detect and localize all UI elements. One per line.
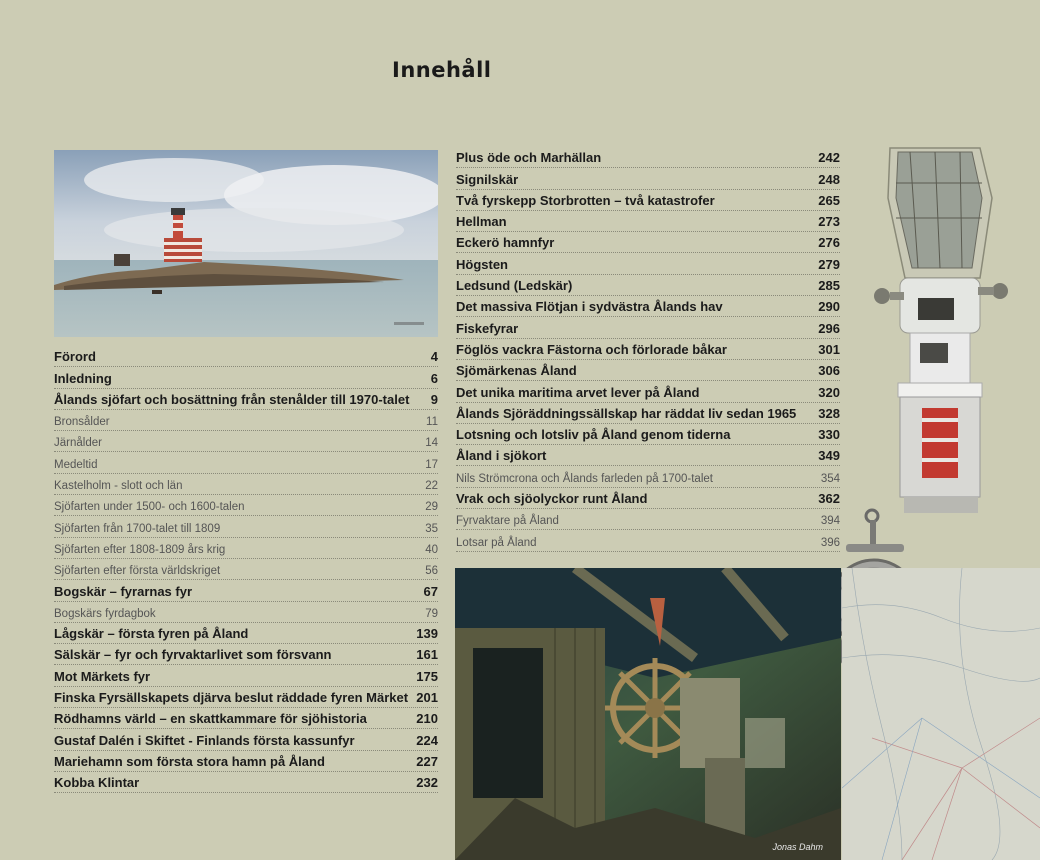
toc-entry-title: Kobba Klintar — [54, 775, 140, 791]
toc-entry-title: Lotsning och lotsliv på Åland genom tiderna — [456, 427, 731, 443]
toc-entry-title: Nils Strömcrona och Ålands farleden på 1700-talet — [456, 472, 713, 485]
toc-entry-title: Sjöfarten efter första världskriget — [54, 565, 221, 578]
toc-entry-title: Mariehamn som första stora hamn på Åland — [54, 753, 325, 769]
toc-entry — [456, 190, 840, 211]
toc-entry — [456, 339, 840, 360]
lighthouse-lens-photo — [870, 138, 1015, 518]
toc-entry-page: 248 — [818, 171, 840, 187]
toc-entry-page: 67 — [423, 583, 438, 599]
toc-entry-page: 320 — [818, 384, 840, 400]
toc-entry-title: Bronsålder — [54, 416, 110, 429]
toc-entry — [54, 687, 438, 708]
underwater-wreck-photo — [455, 568, 841, 860]
toc-entry-page: 394 — [820, 515, 840, 528]
toc-entry-page: 349 — [818, 448, 840, 464]
toc-entry-page: 224 — [416, 732, 438, 748]
toc-entry-page: 279 — [818, 256, 840, 272]
toc-entry-title: Det massiva Flötjan i sydvästra Ålands hav — [456, 299, 723, 315]
toc-entry — [54, 602, 438, 623]
photo-credit: Jonas Dahm — [772, 842, 823, 852]
toc-entry — [54, 665, 438, 686]
toc-entry-page: 301 — [818, 341, 840, 357]
toc-entry — [456, 317, 840, 338]
toc-entry-page: 265 — [818, 192, 840, 208]
toc-entry — [54, 346, 438, 367]
toc-entry-page: 40 — [425, 543, 438, 556]
toc-left-column — [54, 346, 438, 793]
toc-entry-page: 79 — [425, 607, 438, 620]
toc-entry-title: Ålands sjöfart och bosättning från stenålder till 1970-talet — [54, 391, 410, 407]
toc-entry — [456, 445, 840, 466]
sea-chart-image — [842, 568, 1040, 860]
toc-entry-page: 242 — [818, 150, 840, 166]
toc-entry — [456, 488, 840, 509]
toc-entry — [54, 708, 438, 729]
toc-entry-title: Sjöfarten under 1500- och 1600-talen — [54, 501, 245, 514]
toc-entry — [456, 466, 840, 487]
toc-right-column — [456, 147, 840, 552]
toc-entry — [456, 296, 840, 317]
toc-entry-title: Inledning — [54, 370, 112, 386]
toc-entry-page: 396 — [820, 536, 840, 549]
toc-entry-title: Två fyrskepp Storbrotten – två katastrofer — [456, 192, 715, 208]
toc-entry — [54, 644, 438, 665]
toc-entry-page: 175 — [416, 668, 438, 684]
toc-entry — [456, 403, 840, 424]
toc-entry-title: Medeltid — [54, 458, 98, 471]
toc-entry — [456, 253, 840, 274]
toc-entry-page: 290 — [818, 299, 840, 315]
toc-entry-page: 210 — [416, 711, 438, 727]
toc-entry-title: Det unika maritima arvet lever på Åland — [456, 384, 700, 400]
toc-entry-title: Föglös vackra Fästorna och förlorade båkar — [456, 341, 727, 357]
toc-entry-title: Gustaf Dalén i Skiftet - Finlands första kassunfyr — [54, 732, 355, 748]
toc-entry-title: Högsten — [456, 256, 508, 272]
toc-entry-page: 4 — [430, 349, 438, 365]
toc-entry — [54, 538, 438, 559]
toc-entry — [54, 580, 438, 601]
toc-entry-title: Eckerö hamnfyr — [456, 235, 555, 251]
toc-entry-title: Sjöfarten efter 1808-1809 års krig — [54, 543, 226, 556]
toc-entry-title: Lotsar på Åland — [456, 536, 537, 549]
toc-entry — [54, 516, 438, 537]
toc-entry-title: Bogskärs fyrdagbok — [54, 607, 156, 620]
toc-entry-title: Rödhamns värld – en skattkammare för sjöhistoria — [54, 711, 367, 727]
toc-entry-page: 14 — [425, 437, 438, 450]
toc-entry-title: Sjömärkenas Åland — [456, 363, 577, 379]
toc-entry-title: Ålands Sjöräddningssällskap har räddat liv sedan 1965 — [456, 405, 797, 421]
toc-entry — [54, 410, 438, 431]
lighthouse-painting — [54, 150, 438, 337]
toc-entry-page: 328 — [818, 405, 840, 421]
toc-entry-page: 306 — [818, 363, 840, 379]
toc-entry-title: Ledsund (Ledskär) — [456, 278, 573, 294]
toc-entry-title: Lågskär – första fyren på Åland — [54, 626, 249, 642]
toc-entry-page: 9 — [430, 391, 438, 407]
toc-entry-title: Kastelholm - slott och län — [54, 480, 183, 493]
toc-entry-title: Fiskefyrar — [456, 320, 519, 336]
toc-entry-title: Förord — [54, 349, 96, 365]
toc-entry — [456, 424, 840, 445]
toc-entry-page: 56 — [425, 565, 438, 578]
toc-entry — [456, 381, 840, 402]
toc-entry — [54, 474, 438, 495]
toc-entry — [54, 495, 438, 516]
toc-entry-page: 35 — [425, 522, 438, 535]
toc-entry — [54, 559, 438, 580]
toc-entry-page: 296 — [818, 320, 840, 336]
toc-entry-page: 11 — [426, 416, 438, 429]
toc-entry-title: Sjöfarten från 1700-talet till 1809 — [54, 522, 221, 535]
toc-entry — [456, 360, 840, 381]
toc-entry-page: 22 — [425, 480, 438, 493]
toc-entry-title: Finska Fyrsällskapets djärva beslut räddade fyren Märket — [54, 690, 409, 706]
toc-entry — [54, 452, 438, 473]
toc-entry-page: 201 — [416, 690, 438, 706]
toc-entry — [456, 275, 840, 296]
toc-entry — [456, 509, 840, 530]
toc-entry-page: 227 — [416, 753, 438, 769]
toc-entry-title: Hellman — [456, 214, 507, 230]
toc-entry-page: 330 — [818, 427, 840, 443]
toc-entry-title: Bogskär – fyrarnas fyr — [54, 583, 193, 599]
toc-entry — [456, 232, 840, 253]
toc-entry-page: 273 — [818, 214, 840, 230]
toc-entry — [456, 168, 840, 189]
toc-entry — [54, 367, 438, 388]
toc-entry — [456, 211, 840, 232]
toc-entry-title: Järnålder — [54, 437, 102, 450]
toc-entry — [54, 431, 438, 452]
toc-entry-page: 29 — [425, 501, 438, 514]
toc-entry-page: 354 — [820, 472, 840, 485]
toc-entry-title: Signilskär — [456, 171, 519, 187]
toc-entry-page: 6 — [430, 370, 438, 386]
toc-entry-page: 17 — [425, 458, 438, 471]
toc-entry-page: 232 — [416, 775, 438, 791]
toc-entry — [456, 147, 840, 168]
toc-entry — [54, 772, 438, 793]
toc-entry-title: Vrak och sjöolyckor runt Åland — [456, 491, 648, 507]
toc-entry-page: 139 — [416, 626, 438, 642]
toc-entry-page: 276 — [818, 235, 840, 251]
toc-entry-page: 161 — [416, 647, 438, 663]
toc-entry-page: 285 — [818, 278, 840, 294]
toc-entry-title: Åland i sjökort — [456, 448, 547, 464]
toc-entry-title: Fyrvaktare på Åland — [456, 515, 559, 528]
toc-entry — [456, 530, 840, 551]
toc-entry-title: Mot Märkets fyr — [54, 668, 151, 684]
toc-entry-page: 362 — [818, 491, 840, 507]
page-title: Innehåll — [392, 58, 492, 82]
toc-entry — [54, 623, 438, 644]
toc-entry-title: Sälskär – fyr och fyrvaktarlivet som försvann — [54, 647, 332, 663]
toc-entry-title: Plus öde och Marhällan — [456, 150, 602, 166]
toc-entry — [54, 751, 438, 772]
toc-entry — [54, 389, 438, 410]
toc-entry — [54, 729, 438, 750]
